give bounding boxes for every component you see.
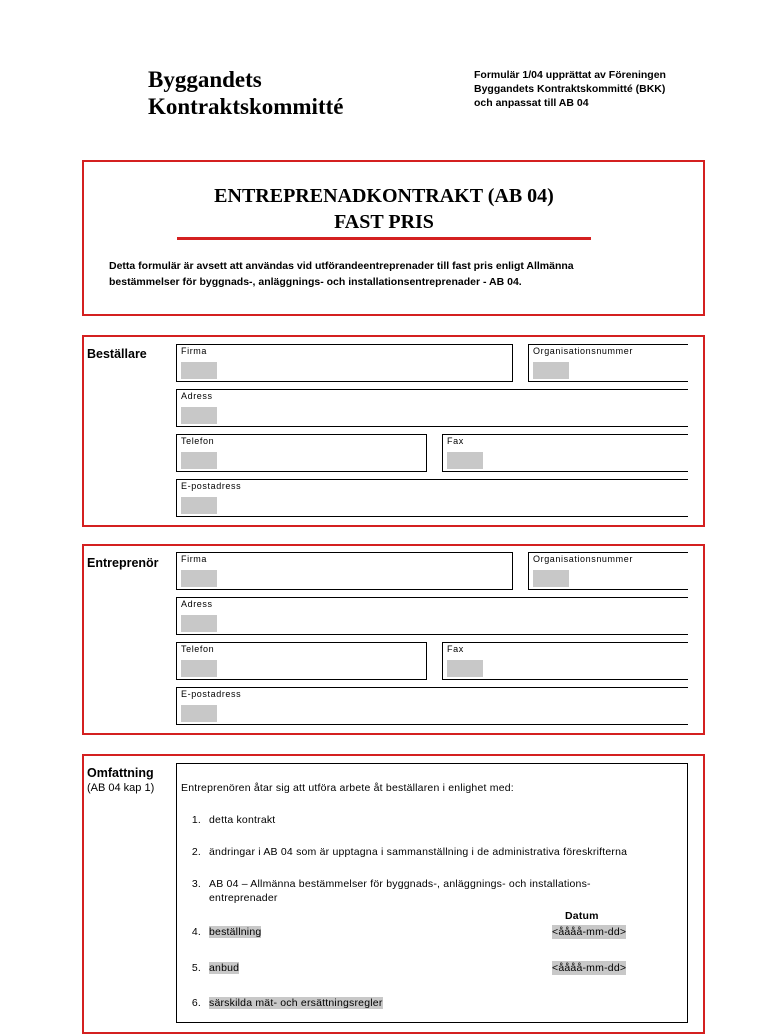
- telefon-input[interactable]: [181, 452, 217, 469]
- firma-label: Firma: [181, 346, 207, 356]
- scope-item: [181, 845, 627, 859]
- adress-label: Adress: [181, 391, 213, 401]
- entreprenor-orgnr-field[interactable]: [528, 552, 688, 590]
- scope-item-text: ändringar i AB 04 som är upptagna i sammanställning i de administrativa föreskrifterna: [209, 846, 628, 858]
- firma-input[interactable]: [181, 362, 217, 379]
- orgnr-label: Organisationsnummer: [533, 346, 633, 356]
- form-origin-note-line1: Formulär 1/04 upprättat av Föreningen: [474, 69, 666, 81]
- bestallare-firma-field[interactable]: [176, 344, 513, 382]
- organization-name: [148, 66, 343, 120]
- scope-item-number: 4.: [191, 926, 201, 938]
- bestallare-orgnr-field[interactable]: [528, 344, 688, 382]
- telefon-label: Telefon: [181, 436, 215, 446]
- datum-header: Datum: [565, 910, 599, 922]
- epost-input[interactable]: [181, 497, 217, 514]
- form-origin-note-line2: Byggandets Kontraktskommitté (BKK): [474, 83, 666, 95]
- scope-item-text: detta kontrakt: [209, 814, 276, 826]
- scope-item-number: 1.: [191, 814, 201, 826]
- adress-input[interactable]: [181, 615, 217, 632]
- epost-input[interactable]: [181, 705, 217, 722]
- omfattning-reference: (AB 04 kap 1): [87, 782, 155, 794]
- bestallare-fax-field[interactable]: [442, 434, 688, 472]
- fax-label: Fax: [447, 436, 464, 446]
- scope-item-continuation: entreprenader: [209, 892, 278, 904]
- scope-item: [181, 877, 591, 891]
- entreprenor-label: Entreprenör: [87, 556, 159, 570]
- contract-subtitle: FAST PRIS: [334, 211, 434, 233]
- scope-item-number: 6.: [191, 997, 201, 1009]
- orgnr-label: Organisationsnummer: [533, 554, 633, 564]
- entreprenor-firma-field[interactable]: [176, 552, 513, 590]
- scope-item: [181, 996, 383, 1010]
- telefon-label: Telefon: [181, 644, 215, 654]
- bestallare-adress-field[interactable]: [176, 389, 688, 427]
- entreprenor-epost-field[interactable]: [176, 687, 688, 725]
- form-intro: [109, 258, 669, 290]
- scope-item-number: 2.: [191, 846, 201, 858]
- adress-label: Adress: [181, 599, 213, 609]
- omfattning-intro: Entreprenören åtar sig att utföra arbete åt beställaren i enlighet med:: [181, 782, 514, 794]
- bestallare-epost-field[interactable]: [176, 479, 688, 517]
- firma-input[interactable]: [181, 570, 217, 587]
- form-intro-line2: bestämmelser för byggnads-, anläggnings- och installationsentreprenader - AB 04.: [109, 276, 522, 288]
- epost-label: E-postadress: [181, 689, 242, 699]
- scope-item: [181, 925, 261, 939]
- scope-item-number: 5.: [191, 962, 201, 974]
- bestallare-telefon-field[interactable]: [176, 434, 427, 472]
- scope-item-date-field[interactable]: <åååå-mm-dd>: [552, 962, 627, 974]
- organization-name-line1: Byggandets: [148, 67, 262, 92]
- orgnr-input[interactable]: [533, 570, 569, 587]
- scope-item: [181, 961, 239, 975]
- entreprenor-adress-field[interactable]: [176, 597, 688, 635]
- omfattning-label: Omfattning: [87, 766, 154, 780]
- scope-item-field[interactable]: särskilda mät- och ersättningsregler: [209, 997, 383, 1009]
- telefon-input[interactable]: [181, 660, 217, 677]
- fax-input[interactable]: [447, 660, 483, 677]
- bestallare-label: Beställare: [87, 347, 147, 361]
- firma-label: Firma: [181, 554, 207, 564]
- title-underline: [177, 237, 591, 240]
- fax-input[interactable]: [447, 452, 483, 469]
- contract-title: ENTREPRENADKONTRAKT (AB 04): [214, 185, 554, 207]
- scope-item: [181, 813, 275, 827]
- scope-item-number: 3.: [191, 878, 201, 890]
- form-origin-note: [474, 68, 724, 110]
- scope-item-field[interactable]: beställning: [209, 926, 262, 938]
- adress-input[interactable]: [181, 407, 217, 424]
- organization-name-line2: Kontraktskommitté: [148, 94, 344, 119]
- entreprenor-fax-field[interactable]: [442, 642, 688, 680]
- epost-label: E-postadress: [181, 481, 242, 491]
- form-origin-note-line3: och anpassat till AB 04: [474, 97, 589, 109]
- orgnr-input[interactable]: [533, 362, 569, 379]
- scope-item-text: AB 04 – Allmänna bestämmelser för byggnads-, anläggnings- och installations-: [209, 878, 591, 890]
- form-intro-line1: Detta formulär är avsett att användas vid utförandeentreprenader till fast pris enligt Allmänna: [109, 260, 574, 272]
- scope-item-date-field[interactable]: <åååå-mm-dd>: [552, 926, 627, 938]
- fax-label: Fax: [447, 644, 464, 654]
- scope-item-field[interactable]: anbud: [209, 962, 240, 974]
- entreprenor-telefon-field[interactable]: [176, 642, 427, 680]
